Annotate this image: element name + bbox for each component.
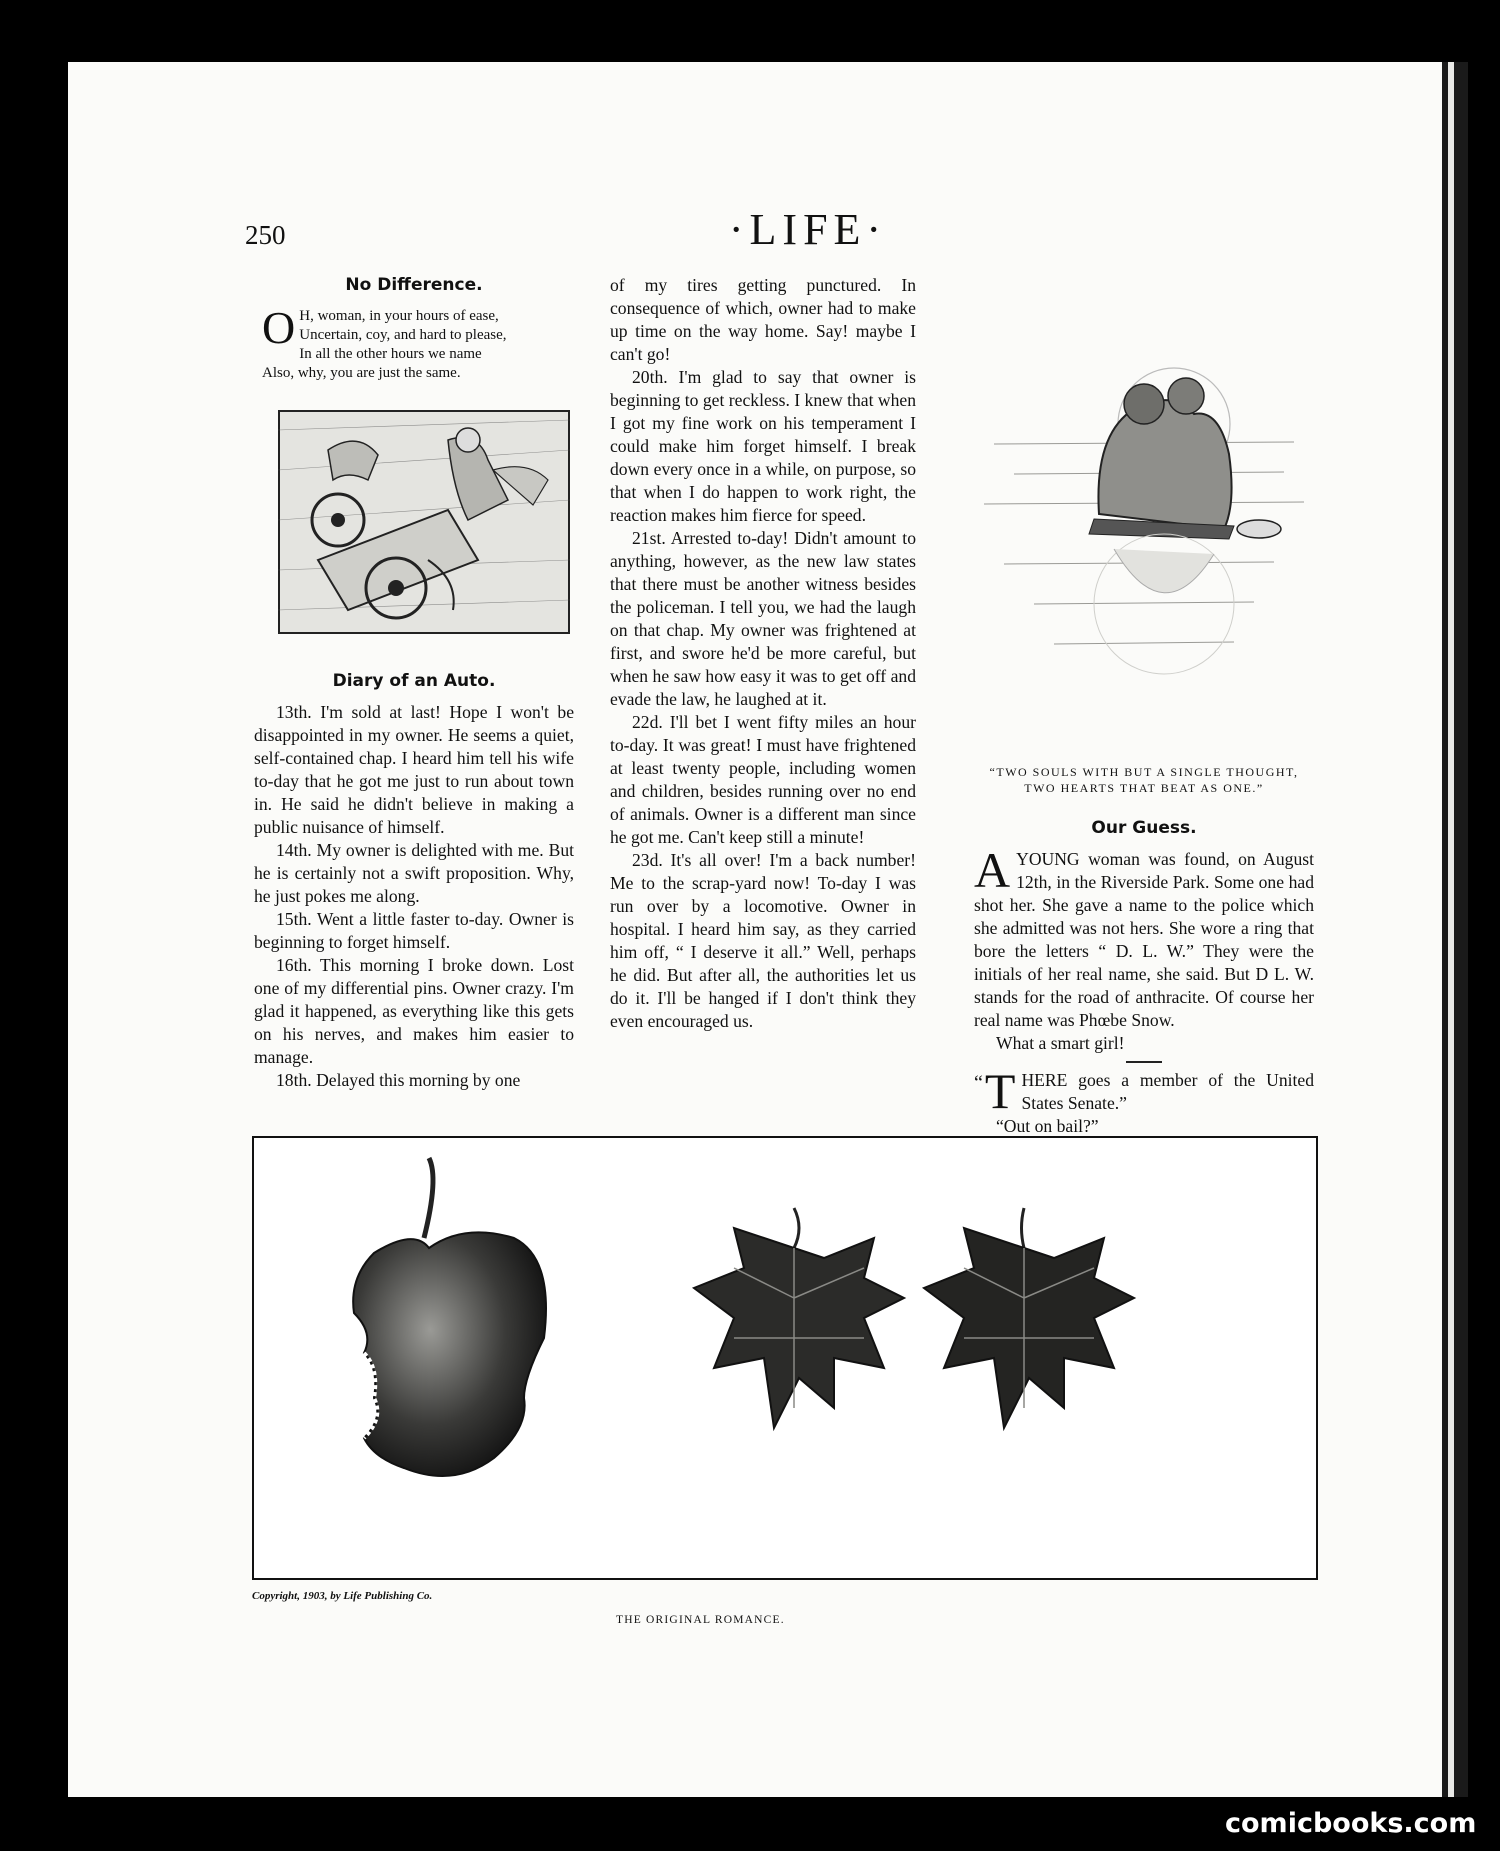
- senate-open-quote: “: [974, 1072, 983, 1094]
- leaf-left: [694, 1208, 904, 1428]
- couple-caption: “TWO SOULS WITH BUT A SINGLE THOUGHT, TWO HEARTS THAT BEAT AS ONE.”: [989, 765, 1299, 795]
- guess-title: Our Guess.: [1091, 818, 1197, 838]
- diary-paragraph: 15th. Went a little faster to-day. Owner is beginning to forget himself.: [254, 909, 574, 952]
- diary-title: Diary of an Auto.: [332, 671, 496, 691]
- diary-paragraph: 20th. I'm glad to say that owner is beginning to get reckless. I knew that when I got my fine work on his temperament I could make him forget himself. I break down every once in a while, on purpose, so that when I do happen to work right, the reaction makes him fierce for speed.: [610, 367, 916, 525]
- page-number: 250: [245, 220, 286, 250]
- diary-paragraph: 16th. This morning I broke down. Lost one of my differential pins. Owner crazy. I'm glad it happened, as everything like this gets on his nerves, and makes him easier to manage.: [254, 955, 574, 1067]
- copyright-notice: Copyright, 1903, by Life Publishing Co.: [252, 1590, 433, 1602]
- poem: [262, 302, 574, 383]
- section-divider: [1126, 1061, 1162, 1063]
- column-2: [610, 274, 916, 1033]
- poem-line: In all the other hours we name: [299, 346, 482, 362]
- diary-paragraph: 18th. Delayed this morning by one: [276, 1070, 521, 1090]
- poem-line: H, woman, in your hours of ease,: [299, 308, 499, 324]
- diary-continuation: of my tires getting punctured. In consequence of which, owner had to make up time on the way home. Say! maybe I can't go!: [610, 275, 916, 364]
- column-1: [254, 274, 574, 1090]
- illustration-caption: THE ORIGINAL ROMANCE.: [616, 1614, 785, 1626]
- watermark: comicbooks.com: [1225, 1808, 1477, 1839]
- senate-dropcap: T: [984, 1063, 1016, 1119]
- poem-line: Uncertain, coy, and hard to please,: [299, 327, 507, 343]
- diary-paragraph: 22d. I'll bet I went fifty miles an hour to-day. It was great! I must have frightened at least twenty people, including women and children, besides running over no end of animals. Owner is a different man since he got me. Can't keep still a minute!: [610, 712, 916, 847]
- poem-title: No Difference.: [345, 275, 483, 295]
- guess-dropcap: A: [974, 842, 1011, 898]
- masthead: ·LIFE·: [728, 205, 888, 254]
- leaf-right: [924, 1208, 1134, 1428]
- guess-end: What a smart girl!: [996, 1033, 1125, 1053]
- senate-text: HERE goes a member of the United States Senate.”: [1021, 1070, 1314, 1113]
- diary-paragraph: 13th. I'm sold at last! Hope I won't be disappointed in my owner. He seems a quiet, self-contained chap. I heard him tell his wife to-day that he got me just to run about town in. He said he didn't believe in making a public nuisance of himself.: [254, 702, 574, 837]
- poem-dropcap: O: [262, 302, 296, 353]
- guess-text: YOUNG woman was found, on August 12th, in the Riverside Park. Some one had shot her. She gave a name to the police which she admitted was not hers. She wore a ring that bore the letters “ D. L. W.” They were the initials of her real name, she said. But D L. W. stands for the road of anthracite. Of course her real name was Phœbe Snow.: [974, 849, 1314, 1030]
- poem-line: Also, why, you are just the same.: [262, 365, 461, 381]
- couple-illustration: [974, 314, 1314, 734]
- auto-crash-illustration: [278, 410, 570, 634]
- original-romance-illustration: [252, 1136, 1318, 1580]
- magazine-page: [68, 62, 1442, 1797]
- apple-and-leaves-drawing: [254, 1138, 1316, 1578]
- diary-paragraph: 14th. My owner is delighted with me. But he is certainly not a swift proposition. Why, he just pokes me along.: [254, 840, 574, 906]
- diary-paragraph: 21st. Arrested to-day! Didn't amount to anything, however, as the new law states that there must be another witness besides the policeman. I tell you, we had the laugh on that chap. My owner was frightened at first, and swore he'd be more careful, but when he saw how easy it was to get off and evade the law, he laughed at it.: [610, 528, 916, 709]
- next-page-edge: [1442, 62, 1468, 1797]
- diary-paragraph: 23d. It's all over! I'm a back number! Me to the scrap-yard now! To-day I was run over by a locomotive. Owner in hospital. I heard him say, as they carried him off, “ I deserve it all.” Well, perhaps he did. But after all, the authorities let us do it. I'll be hanged if I don't think they even encouraged us.: [610, 850, 916, 1031]
- senate-reply: “Out on bail?”: [996, 1116, 1099, 1136]
